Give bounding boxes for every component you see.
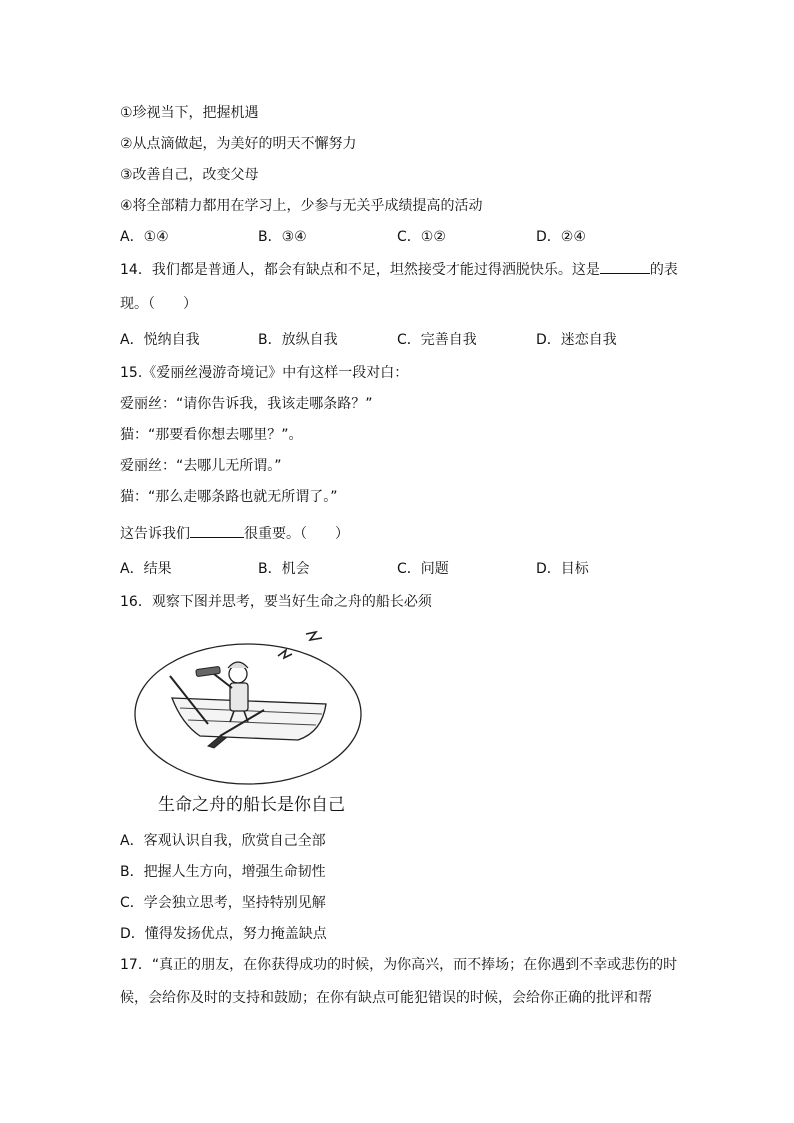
- q14-stem-line2: 现。（ ）: [120, 296, 197, 312]
- q15-option-d[interactable]: D．目标: [536, 561, 589, 577]
- illustration-caption: 生命之舟的船长是你自己: [158, 795, 345, 815]
- q15-option-b[interactable]: B．机会: [258, 561, 310, 577]
- q15-answer-blank[interactable]: [190, 523, 244, 538]
- q15-dialogue-4: 猫：“那么走哪条路也就无所谓了。”: [120, 489, 338, 505]
- captain-hat: [228, 662, 248, 668]
- q15-option-a[interactable]: A．结果: [120, 561, 172, 577]
- q14-stem-part2: 的表: [649, 262, 678, 278]
- scribble-mark-1: [306, 632, 322, 640]
- q15-dialogue-2: 猫：“那要看你想去哪里？”。: [120, 427, 303, 443]
- q17-stem-line1: 17．“真正的朋友，在你获得成功的时候，为你高兴，而不捧场；在你遇到不幸或悲伤的时: [120, 957, 678, 973]
- q16-option-a[interactable]: A．客观认识自我，欣赏自己全部: [120, 833, 326, 849]
- q13-item-3: ③改善自己，改变父母: [120, 167, 259, 183]
- q14-option-b[interactable]: B．放纵自我: [258, 332, 338, 348]
- q15-question: [120, 523, 349, 544]
- q13-option-d[interactable]: D．②④: [536, 229, 586, 245]
- q16-option-d[interactable]: D．懂得发扬优点，努力掩盖缺点: [120, 926, 327, 942]
- q16-option-b[interactable]: B．把握人生方向，增强生命韧性: [120, 864, 326, 880]
- q15-dialogue-1: 爱丽丝：“请你告诉我，我该走哪条路？”: [120, 396, 373, 412]
- q14-answer-blank[interactable]: [600, 259, 650, 274]
- q15-dialogue-3: 爱丽丝：“去哪儿无所谓。”: [120, 458, 282, 474]
- q14-stem-part1: 14．我们都是普通人，都会有缺点和不足，坦然接受才能过得洒脱快乐。这是: [120, 262, 600, 278]
- q17-stem-line2: 候，会给你及时的支持和鼓励；在你有缺点可能犯错误的时候，会给你正确的批评和帮: [120, 990, 652, 1006]
- captain-body: [230, 683, 248, 711]
- q15-option-c[interactable]: C．问题: [397, 561, 449, 577]
- q13-item-1: ①珍视当下，把握机遇: [120, 105, 259, 121]
- q14-option-c[interactable]: C．完善自我: [397, 332, 477, 348]
- q13-option-c[interactable]: C．①②: [397, 229, 446, 245]
- q13-item-2: ②从点滴做起，为美好的明天不懈努力: [120, 136, 357, 152]
- q14-stem: [120, 259, 678, 280]
- q13-item-4: ④将全部精力都用在学习上，少参与无关乎成绩提高的活动: [120, 198, 483, 214]
- q14-option-d[interactable]: D．迷恋自我: [536, 332, 617, 348]
- q16-stem: 16．观察下图并思考，要当好生命之舟的船长必须: [120, 594, 432, 610]
- oar-blade: [208, 736, 226, 748]
- scribble-mark-2: [278, 650, 292, 658]
- q14-option-a[interactable]: A．悦纳自我: [120, 332, 200, 348]
- q13-option-b[interactable]: B．③④: [258, 229, 307, 245]
- q15-stem: 15.《爱丽丝漫游奇境记》中有这样一段对白：: [120, 365, 409, 381]
- q15-question-part1: 这告诉我们: [120, 526, 190, 542]
- q15-question-part2: 很重要。（ ）: [244, 526, 349, 542]
- q16-option-c[interactable]: C．学会独立思考，坚持特别见解: [120, 895, 326, 911]
- q13-option-a[interactable]: A．①④: [120, 229, 169, 245]
